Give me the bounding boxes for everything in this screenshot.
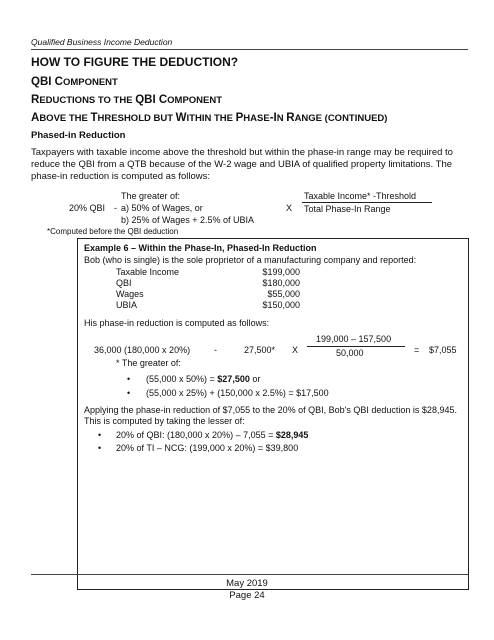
calc-denominator: 50,000	[336, 348, 364, 358]
formula-numerator: Taxable Income* -Threshold	[304, 191, 417, 201]
calc-result: $7,055	[429, 345, 457, 355]
calc-times: X	[292, 345, 299, 355]
formula-minus: -	[114, 203, 117, 213]
lesser-option-2: 20% of TI – NCG: (199,000 x 20%) = $39,800	[116, 443, 299, 453]
greater-option-1: (55,000 x 50%) = $27,500 or	[146, 374, 261, 384]
formula-qbi-label: 20% QBI	[69, 203, 106, 213]
formula-times: X	[286, 203, 293, 213]
example-intro: Bob (who is single) is the sole proprietor of a manufacturing company and reported:	[84, 255, 417, 265]
item-value: $180,000	[262, 278, 300, 288]
reductions-heading: REDUCTIONS TO THE QBI COMPONENT	[31, 94, 223, 106]
footer-rule	[31, 574, 468, 575]
formula-greater-of: The greater of:	[121, 191, 181, 201]
bullet-dot: •	[127, 374, 131, 384]
formula-fraction-bar	[302, 202, 432, 203]
formula-option-b: b) 25% of Wages + 2.5% of UBIA	[121, 215, 254, 225]
running-header: Qualified Business Income Deduction	[31, 37, 173, 47]
bullet-dot: •	[127, 388, 131, 398]
applying-text: Applying the phase-in reduction of $7,055 to the 20% of QBI, Bob's QBI deduction is $28,945. This is computed by taking the lesser of:	[84, 405, 457, 426]
footer-page-number: Page 24	[229, 590, 265, 601]
qbi-component-heading: QBI COMPONENT	[31, 76, 118, 88]
calc-left: 36,000 (180,000 x 20%)	[94, 345, 191, 355]
formula-option-a: a) 50% of Wages, or	[121, 203, 203, 213]
item-label: UBIA	[116, 300, 138, 310]
above-threshold-heading: ABOVE THE THRESHOLD BUT WITHIN THE PHASE-IN RANGE (CONTINUED)	[31, 112, 388, 124]
phased-in-subheading: Phased-in Reduction	[31, 130, 126, 141]
item-value: $150,000	[262, 300, 300, 310]
item-label: Taxable Income	[116, 267, 180, 277]
item-value: $55,000	[267, 289, 300, 299]
calc-fraction-bar	[307, 346, 405, 347]
greater-option-2: (55,000 x 25%) + (150,000 x 2.5%) = $17,500	[146, 388, 329, 398]
calc-equals: =	[414, 345, 420, 355]
main-heading: HOW TO FIGURE THE DEDUCTION?	[31, 55, 239, 69]
formula-footnote: *Computed before the QBI deduction	[47, 227, 179, 236]
computed-as-text: His phase-in reduction is computed as follows:	[84, 318, 270, 328]
intro-paragraph: Taxpayers with taxable income above the threshold but within the phase-in range may be required to reduce the QBI from a QTB because of the W-2 wage and UBIA of qualified property limitations. The phase-in reduction is computed as follows:	[31, 147, 453, 182]
formula-denominator: Total Phase-In Range	[304, 204, 391, 214]
calc-numerator: 199,000 – 157,500	[316, 334, 392, 344]
item-label: QBI	[116, 278, 132, 288]
calc-mid: 27,500*	[244, 345, 276, 355]
item-label: Wages	[116, 289, 144, 299]
greater-of-note: * The greater of:	[116, 358, 181, 368]
bullet-dot: •	[98, 430, 102, 440]
example-title: Example 6 – Within the Phase-In, Phased-In Reduction	[84, 243, 317, 253]
header-rule	[31, 49, 468, 50]
calc-minus: -	[214, 345, 217, 355]
lesser-option-1: 20% of QBI: (180,000 x 20%) – 7,055 = $28,945	[116, 430, 309, 440]
bullet-dot: •	[98, 443, 102, 453]
footer-date: May 2019	[226, 578, 268, 589]
item-value: $199,000	[262, 267, 300, 277]
